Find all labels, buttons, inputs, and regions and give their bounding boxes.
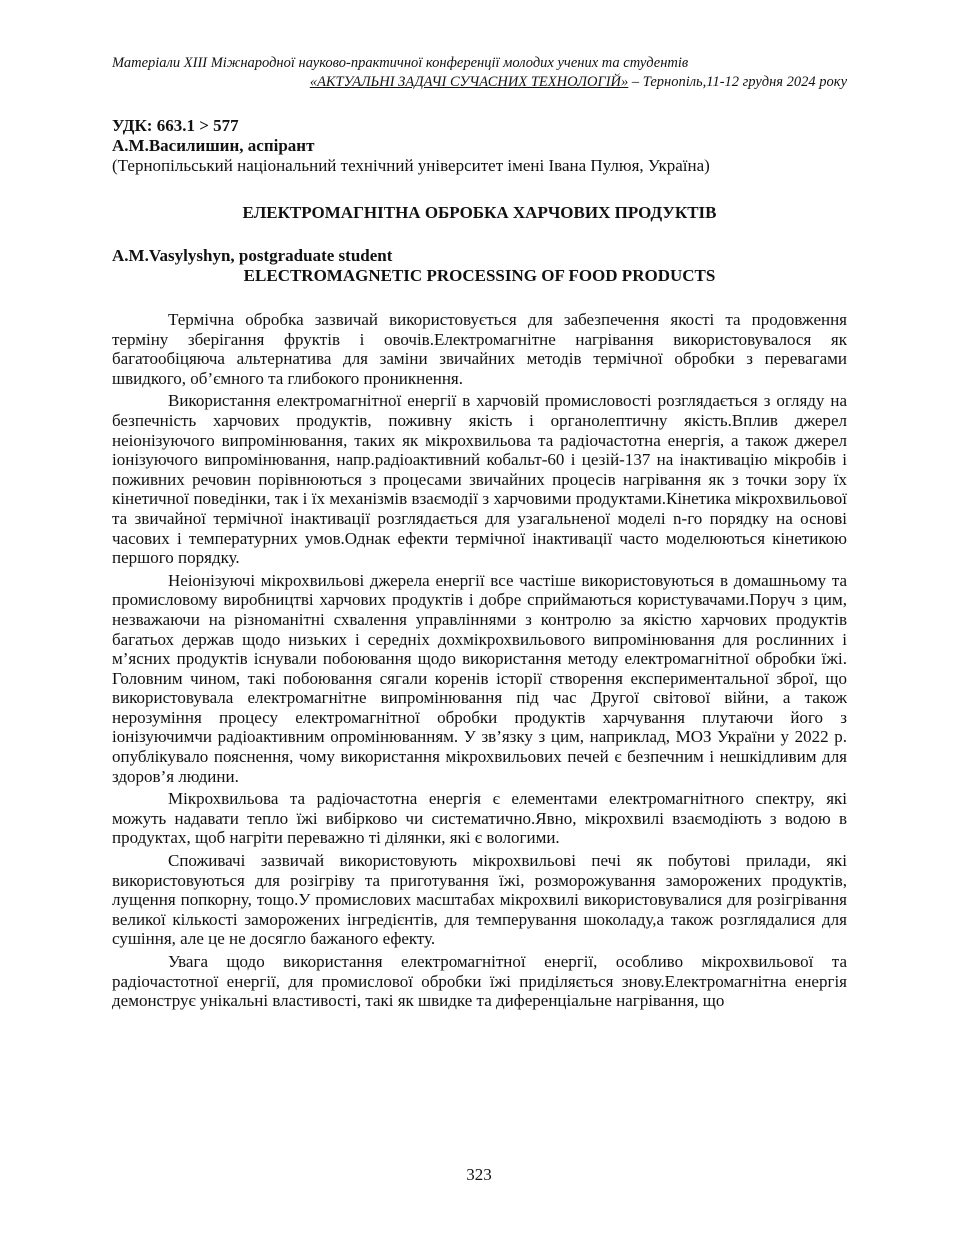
conference-title: «АКТУАЛЬНІ ЗАДАЧІ СУЧАСНИХ ТЕХНОЛОГІЙ»	[309, 74, 629, 90]
running-header	[112, 54, 847, 92]
author-en: A.M.Vasylyshyn, postgraduate student	[112, 246, 393, 265]
conference-line: Матеріали XIII Міжнародної науково-практичної конференції молодих учених та студентів	[112, 55, 689, 71]
page-number: 323	[466, 1165, 492, 1184]
paragraph: Неіонізуючі мікрохвильові джерела енергії все частіше використовуються в домашньому та промисловому виробництві харчових продуктів і добре сприймаються користувачами.Поруч з цим, незважаючи на різноманітні схвалення управліннями з контролю за якістю харчових продуктів багатьох держав щодо низьких і середніх дохмікрохвильового випромінювання для рослинних і м’ясних продуктів існували побоювання щодо використання методу електромагнітної обробки їжі. Головним чином, такі побоювання сягали коренів історії створення експериментальної зброї, що використовувала електромагнітне випромінювання під час Другої світової війни, а також нерозуміння процесу електромагнітної обробки продуктів харчування плутаючи його з іонізуючимчи радіоактивним опромінюванням. У зв’язку з цим, наприклад, МОЗ України у 2022 р. опублікувало пояснення, чому використання мікрохвильових печей є безпечним і нешкідливим для здоров’я людини.	[112, 570, 847, 786]
article-title-en: ELECTROMAGNETIC PROCESSING OF FOOD PRODUCTS	[243, 266, 716, 285]
article-meta	[112, 116, 847, 176]
udk-code: УДК: 663.1 > 577	[112, 116, 239, 135]
paragraph: Увага щодо використання електромагнітної енергії, особливо мікрохвильової та радіочастотної енергії, для промислової обробки їжі приділяється знову.Електромагнітна енергія демонструє унікальні властивості, такі як швидке та диференціальне нагрівання, що	[112, 952, 847, 1011]
paragraph: Мікрохвильова та радіочастотна енергія є елементами електромагнітного спектру, які можуть надавати тепло їжі вибірково чи систематично.Явно, мікрохвилі взаємодіють з водою в продуктах, щоб нагріти переважно ті ділянки, які є вологими.	[112, 789, 847, 848]
paragraph: Споживачі зазвичай використовують мікрохвильові печі як побутові прилади, які використовуються для розігріву та приготування їжі, розморожування заморожених продуктів, лущення попкорну, тощо.У промислових масштабах мікрохвилі використовувалися для розігрівання великої кількості заморожених інгредієнтів, для темперування шоколаду,а також розглядалися для сушіння, але це не досягло бажаного ефекту.	[112, 851, 847, 949]
conference-title-line	[112, 73, 847, 92]
conference-place-date: – Тернопіль,11-12 грудня 2024 року	[628, 74, 847, 90]
affiliation: (Тернопільський національний технічний університет імені Івана Пулюя, Україна)	[112, 156, 710, 175]
article-body	[112, 310, 847, 1014]
paragraph: Використання електромагнітної енергії в харчовій промисловості розглядається з огляду на безпечність харчових продуктів, поживну якість і органолептичну якість.Вплив джерел неіонізуючого випромінювання, таких як мікрохвильова та радіочастотна енергія, а також джерел іонізуючого випромінювання, напр.радіоактивний кобальт-60 і цезій-137 на інактивацію мікробів і поживних речовин порівнюються з процесами звичайних процесів нагрівання як з точки зору їх кінетичної поведінки, так і їх механізмів взаємодії з харчовими продуктами.Кінетика мікрохвильової та звичайної термічної інактивації розглядається для узагальненої моделі n-го порядку на основі часових і температурних умов.Однак ефекти термічної інактивації часто моделюються кінетикою першого порядку.	[112, 391, 847, 568]
article-title-ua: ЕЛЕКТРОМАГНІТНА ОБРОБКА ХАРЧОВИХ ПРОДУКТІВ	[242, 203, 717, 222]
author-ua: А.М.Василишин, аспірант	[112, 136, 315, 155]
paragraph: Термічна обробка зазвичай використовується для забезпечення якості та продовження терміну зберігання фруктів і овочів.Електромагнітне нагрівання використовувалося як багатообіцяюча альтернатива для заміни звичайних методів термічної обробки з перевагами швидкого, об’ємного та глибокого проникнення.	[112, 310, 847, 388]
